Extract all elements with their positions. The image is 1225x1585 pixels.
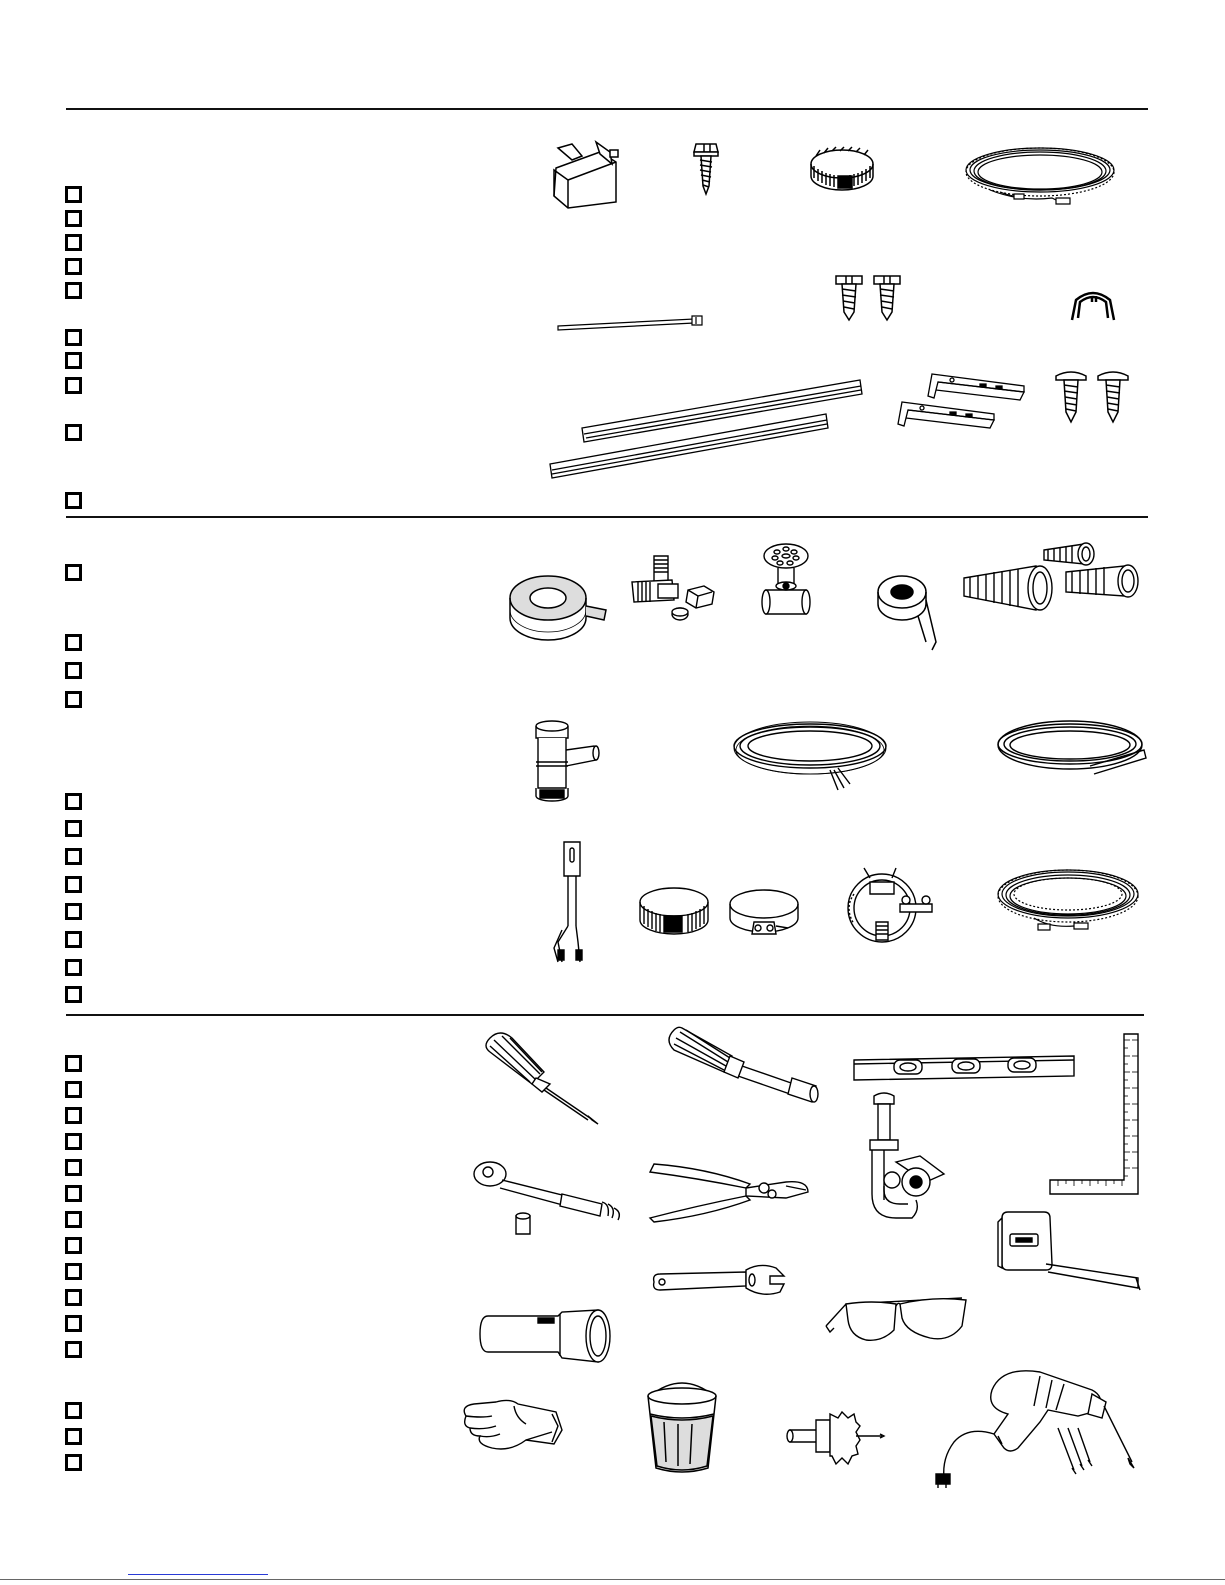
screws-pair-large-icon bbox=[1054, 368, 1136, 426]
footer-link-underline[interactable] bbox=[128, 1574, 268, 1575]
cable-tie-icon bbox=[556, 312, 706, 332]
rails-icon bbox=[546, 376, 868, 480]
hose-clamps-icon bbox=[636, 882, 816, 946]
section-divider-tools bbox=[66, 1014, 1144, 1016]
adjustable-wrench-icon bbox=[650, 1266, 790, 1306]
screw-icon bbox=[690, 138, 722, 198]
junction-box-icon bbox=[840, 864, 940, 948]
checkbox[interactable] bbox=[65, 1315, 82, 1332]
checkbox[interactable] bbox=[65, 1341, 82, 1358]
electrical-cable-icon bbox=[730, 718, 892, 798]
drain-tee-icon bbox=[528, 718, 604, 804]
checkbox[interactable] bbox=[65, 903, 82, 920]
checkbox[interactable] bbox=[65, 564, 82, 581]
checkbox[interactable] bbox=[65, 329, 82, 346]
checkbox[interactable] bbox=[65, 1454, 82, 1471]
coiled-hose-icon bbox=[960, 140, 1120, 212]
checkbox[interactable] bbox=[65, 1107, 82, 1124]
checkbox[interactable] bbox=[65, 1055, 82, 1072]
wire-nuts-icon bbox=[960, 540, 1142, 614]
checkbox[interactable] bbox=[65, 959, 82, 976]
phillips-screwdriver-icon bbox=[480, 1030, 604, 1126]
carpenter-square-icon bbox=[1046, 1030, 1142, 1198]
elbow-fitting-icon bbox=[628, 552, 720, 624]
socket-wrench-icon bbox=[470, 1154, 634, 1240]
checkbox[interactable] bbox=[65, 1211, 82, 1228]
checkbox[interactable] bbox=[65, 691, 82, 708]
l-brackets-icon bbox=[892, 370, 1032, 436]
checkbox[interactable] bbox=[65, 1159, 82, 1176]
checkbox[interactable] bbox=[65, 662, 82, 679]
y-connector-icon bbox=[550, 838, 592, 966]
clip-icon bbox=[1066, 288, 1120, 324]
bucket-icon bbox=[644, 1376, 720, 1476]
checkbox[interactable] bbox=[65, 1289, 82, 1306]
screws-pair-icon bbox=[832, 270, 904, 324]
checkbox[interactable] bbox=[65, 492, 82, 509]
checkbox[interactable] bbox=[65, 352, 82, 369]
section-divider-parts-needed bbox=[66, 516, 1148, 518]
tape-measure-icon bbox=[994, 1208, 1144, 1296]
checkbox[interactable] bbox=[65, 931, 82, 948]
checkbox[interactable] bbox=[65, 1263, 82, 1280]
bracket-icon bbox=[538, 140, 630, 212]
pliers-icon bbox=[646, 1160, 812, 1224]
checkbox[interactable] bbox=[65, 1237, 82, 1254]
flashlight-icon bbox=[478, 1306, 618, 1366]
tubing-cutter-icon bbox=[856, 1090, 952, 1224]
checkbox[interactable] bbox=[65, 1081, 82, 1098]
checkbox[interactable] bbox=[65, 1133, 82, 1150]
hole-saw-icon bbox=[786, 1408, 886, 1468]
level-icon bbox=[852, 1050, 1078, 1086]
gloves-icon bbox=[456, 1396, 568, 1464]
hose-clamp-icon bbox=[806, 142, 878, 198]
checkbox[interactable] bbox=[65, 876, 82, 893]
checkbox[interactable] bbox=[65, 186, 82, 203]
checkbox[interactable] bbox=[65, 282, 82, 299]
teflon-tape-icon bbox=[874, 570, 944, 652]
checkbox[interactable] bbox=[65, 793, 82, 810]
checkbox[interactable] bbox=[65, 234, 82, 251]
drain-fitting-icon bbox=[756, 540, 818, 624]
drill-icon bbox=[928, 1362, 1138, 1490]
checkbox[interactable] bbox=[65, 848, 82, 865]
checkbox[interactable] bbox=[65, 634, 82, 651]
nut-driver-icon bbox=[666, 1026, 826, 1108]
checkbox[interactable] bbox=[65, 210, 82, 227]
checkbox[interactable] bbox=[65, 424, 82, 441]
coiled-hose-icon bbox=[994, 864, 1144, 942]
checkbox[interactable] bbox=[65, 1185, 82, 1202]
duct-tape-icon bbox=[500, 570, 612, 650]
checkbox[interactable] bbox=[65, 986, 82, 1003]
water-tubing-icon bbox=[994, 718, 1150, 794]
checkbox[interactable] bbox=[65, 820, 82, 837]
checkbox[interactable] bbox=[65, 258, 82, 275]
checkbox[interactable] bbox=[65, 1428, 82, 1445]
footer-divider bbox=[0, 1579, 1225, 1580]
safety-glasses-icon bbox=[822, 1290, 972, 1350]
checkbox[interactable] bbox=[65, 377, 82, 394]
section-divider-top bbox=[66, 108, 1148, 110]
checkbox[interactable] bbox=[65, 1402, 82, 1419]
